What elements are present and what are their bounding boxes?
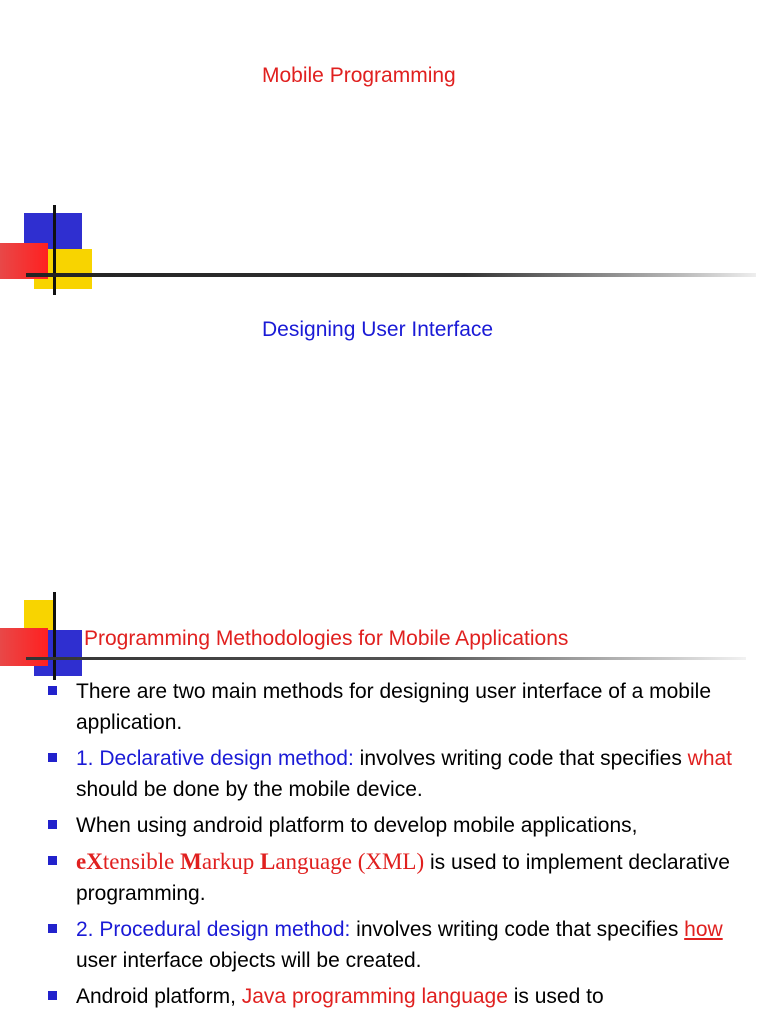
bullet-item: When using android platform to develop mobile applications, <box>46 810 746 841</box>
square-bullet-icon <box>48 686 57 695</box>
bullet-item: 1. Declarative design method: involves writing code that specifies what should be done by the mobile device. <box>46 743 746 805</box>
declarative-label: 1. Declarative design method: <box>76 747 354 770</box>
divider-rule <box>26 273 756 277</box>
bullet-item: Android platform, Java programming language is used to <box>46 981 746 1012</box>
section-heading: Programming Methodologies for Mobile Applications <box>84 627 569 650</box>
slide-title: Designing User Interface <box>262 318 494 341</box>
xml-term: eXtensible Markup Language (XML) <box>76 849 425 874</box>
course-title: Mobile Programming <box>262 64 456 87</box>
java-term: Java programming language <box>241 985 508 1008</box>
square-bullet-icon <box>48 753 57 762</box>
square-bullet-icon <box>48 820 57 829</box>
section-divider <box>26 657 746 660</box>
square-bullet-icon <box>48 991 57 1000</box>
emphasis-what: what <box>687 747 733 770</box>
square-bullet-icon <box>48 856 57 865</box>
bullet-item: 2. Procedural design method: involves writing code that specifies how user interface objects will be created. <box>46 914 746 976</box>
slide-logo-top <box>0 205 100 305</box>
bullet-list <box>46 676 746 1017</box>
square-bullet-icon <box>48 924 57 933</box>
bullet-item: eXtensible Markup Language (XML) is used to implement declarative programming. <box>46 846 746 909</box>
emphasis-how: how <box>684 918 723 941</box>
procedural-label: 2. Procedural design method: <box>76 918 351 941</box>
bullet-item: There are two main methods for designing user interface of a mobile application. <box>46 676 746 738</box>
